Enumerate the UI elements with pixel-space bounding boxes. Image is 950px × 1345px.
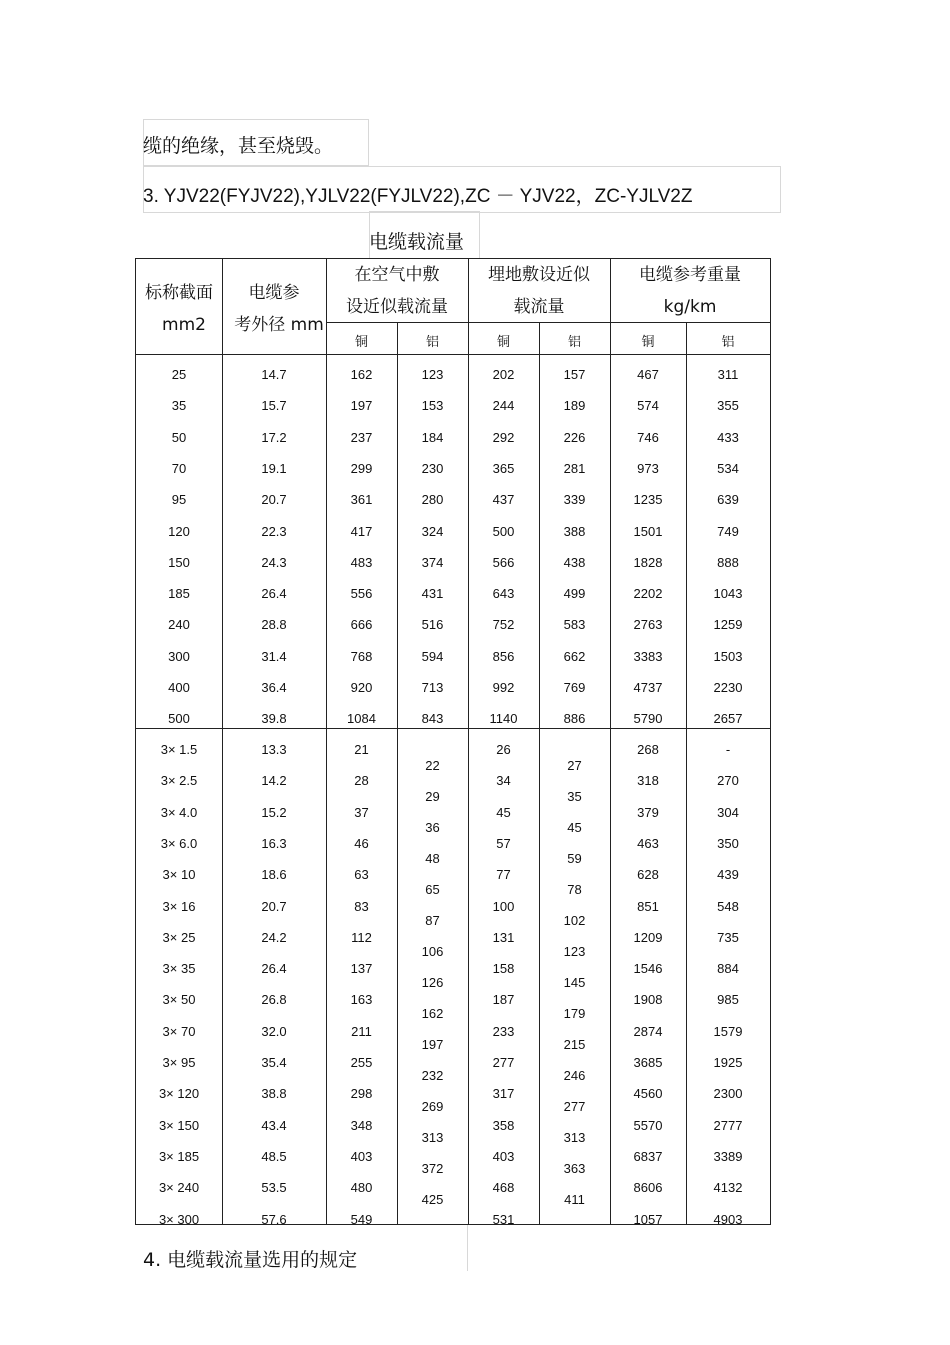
table-cell: 884 [717,961,739,977]
table-cell: 63 [354,867,369,883]
table-cell: 83 [354,898,369,914]
table-cell: 3× 25 [162,929,196,945]
table-cell: 2300 [713,1086,743,1102]
table-cell: 78 [567,882,582,897]
table-cell: 363 [563,1161,586,1176]
table-cell: 3685 [633,1055,663,1070]
table-cell: 280 [421,492,444,508]
table-cell: 583 [563,617,586,633]
table-cell: 1546 [633,961,663,977]
table-cell: 2657 [713,711,743,727]
table-cell: 749 [717,523,739,539]
table-cell: 131 [492,929,515,945]
table-cell: 137 [350,961,373,977]
table-cell: 65 [425,882,440,897]
table-cell: 3× 2.5 [160,773,198,789]
table-cell: 3× 10 [162,867,196,883]
table-cell: 4132 [713,1180,743,1196]
table-cell: 324 [421,523,444,539]
table-cell: 3× 185 [158,1148,200,1164]
table-cell: 920 [350,680,373,695]
header-weight-line2: kg/km [663,297,717,317]
table-cell: 26.8 [261,992,287,1008]
table-cell: 163 [350,992,373,1008]
table-cell: 277 [563,1099,586,1114]
table-cell: 240 [168,617,190,633]
table-cell: 22 [425,758,440,773]
table-cell: 157 [563,367,586,382]
table-cell: 14.2 [261,773,287,789]
table-cell: 45 [496,804,511,820]
table-cell: 746 [637,429,659,445]
table-cell: 16.3 [261,835,287,851]
table-cell: 36 [425,820,440,835]
header-diameter-line2: 考外径 mm [234,315,324,335]
table-cell: 1579 [713,1023,743,1039]
subheader-weight-aluminum: 铝 [721,335,735,350]
table-cell: 126 [421,975,444,990]
table-cell: 185 [168,586,190,602]
table-cell: 3× 50 [162,992,196,1008]
section-heading-3: 3. YJV22(FYJV22),YJLV22(FYJLV22),ZC － YJV22，ZC-YJLV2Z [143,186,693,207]
table-cell: 15.2 [261,804,287,820]
table-cell: 1235 [633,492,663,508]
table-cell: 244 [492,398,515,414]
table-cell: 548 [717,898,739,914]
table-cell: 973 [637,460,659,476]
table-cell: 1084 [347,711,376,727]
intro-text: 缆的绝缘，甚至烧毁。 [143,135,334,157]
table-cell: 768 [350,648,373,664]
table-cell: 226 [563,429,586,445]
table-cell: 14.7 [261,367,287,382]
table-cell: 189 [563,398,586,414]
table-cell: 6837 [633,1148,663,1164]
table-cell: 358 [492,1117,515,1133]
table-cell: 3× 16 [162,898,196,914]
table-cell: 417 [350,523,373,539]
table-cell: 888 [717,554,739,570]
table-cell: 162 [421,1006,444,1021]
table-cell: 388 [563,523,586,539]
table-cell: 403 [492,1148,515,1164]
table-cell: 1925 [713,1055,743,1070]
table-cell: 77 [496,867,511,883]
table-cell: 70 [171,460,187,476]
table-cell: 59 [567,851,582,866]
table-cell: 752 [492,617,515,633]
ampacity-table [135,258,771,1225]
table-cell: 992 [492,680,515,695]
table-cell: 270 [717,773,739,789]
table-cell: 87 [425,913,440,928]
table-cell: 39.8 [261,711,287,727]
table-cell: 1828 [633,554,663,570]
table-cell: 38.8 [261,1086,287,1102]
table-cell: 299 [350,460,373,476]
table-cell: 549 [350,1211,373,1227]
table-cell: 313 [421,1130,444,1145]
table-cell: 197 [350,398,373,414]
table-cell: 35.4 [261,1055,287,1070]
table-cell: 277 [492,1055,515,1070]
subheader-air-aluminum: 铝 [425,335,439,350]
table-cell: 4903 [713,1211,743,1227]
header-air-line1: 在空气中敷 [354,265,440,285]
table-cell: 318 [637,773,659,789]
table-cell: 467 [637,367,659,382]
table-cell: 211 [351,1023,372,1039]
table-cell: 32.0 [261,1023,287,1039]
table-cell: 53.5 [261,1180,287,1196]
table-cell: 769 [563,680,586,695]
table-cell: 112 [351,929,372,945]
table-cell: 162 [350,367,373,382]
table-cell: 1908 [633,992,663,1008]
table-cell: 27 [567,758,582,773]
table-cell: 158 [492,961,515,977]
table-cell: 534 [717,460,739,476]
table-cell: 20.7 [261,898,287,914]
header-weight-line1: 电缆参考重量 [639,265,741,285]
table-cell: 500 [492,523,515,539]
table-cell: 1259 [713,617,743,633]
table-cell: 313 [563,1130,586,1145]
table-cell: 379 [637,804,659,820]
table-cell: 843 [421,711,444,727]
header-ground-line2: 载流量 [513,297,565,317]
table-cell: 3× 1.5 [160,742,198,757]
table-cell: 735 [717,929,739,945]
table-cell: 197 [421,1037,444,1052]
table-cell: 95 [171,492,187,508]
table-cell: 36.4 [261,680,287,695]
table-cell: 8606 [633,1180,663,1196]
table-cell: 556 [350,586,373,602]
table-cell: 255 [350,1055,373,1070]
table-cell: 18.6 [261,867,287,883]
table-cell: 179 [563,1006,586,1021]
table-cell: 403 [350,1148,373,1164]
subheader-weight-copper: 铜 [641,335,655,350]
table-cell: 643 [492,586,515,602]
table-cell: 350 [717,835,739,851]
table-cell: 106 [421,944,444,959]
table-cell: 24.2 [261,929,287,945]
table-cell: 372 [421,1161,444,1176]
table-cell: 48.5 [261,1148,287,1164]
table-cell: 233 [492,1023,515,1039]
header-ground-line1: 埋地敷设近似 [488,265,590,285]
table-cell: 3× 150 [158,1117,200,1133]
table-cell: 232 [421,1068,444,1083]
table-cell: 3× 95 [162,1055,196,1070]
table-cell: 886 [563,711,586,727]
table-cell: 215 [563,1037,586,1052]
table-cell: 45 [567,820,582,835]
table-cell: 431 [421,586,444,602]
table-cell: 43.4 [261,1117,287,1133]
table-cell: 628 [637,867,659,883]
table-cell: 3× 300 [158,1211,200,1227]
table-cell: 2763 [633,617,663,633]
table-cell: 304 [717,804,739,820]
header-diameter-line1: 电缆参 [248,283,300,303]
table-cell: 463 [637,835,659,851]
table-cell: 34 [496,773,511,789]
subheader-ground-aluminum: 铝 [567,335,581,350]
table-cell: 500 [168,711,190,727]
table-cell: 15.7 [261,398,287,414]
table-cell: 46 [354,835,369,851]
table-cell: 4560 [633,1086,663,1102]
table-cell: 37 [354,804,369,820]
table-cell: 300 [168,648,190,664]
table-cell: 268 [637,742,659,757]
table-cell: 26 [496,742,511,757]
table-cell: 2230 [713,680,743,695]
table-cell: 5570 [633,1117,663,1133]
section-heading-4: 4. 电缆载流量选用的规定 [143,1249,358,1271]
table-cell: 851 [637,898,659,914]
table-cell: 1503 [713,648,743,664]
table-cell: 3× 120 [158,1086,200,1102]
table-cell: 187 [492,992,515,1008]
table-cell: 339 [563,492,586,508]
table-cell: 145 [563,975,586,990]
table-cell: 1043 [713,586,743,602]
table-cell: 153 [421,398,444,414]
table-cell: 639 [717,492,739,508]
table-cell: - [725,742,731,757]
table-cell: 3× 6.0 [160,835,198,851]
table-cell: 120 [168,523,190,539]
table-cell: 713 [421,680,444,695]
table-cell: 24.3 [261,554,287,570]
table-cell: 28.8 [261,617,287,633]
table-cell: 468 [492,1180,515,1196]
table-cell: 28 [354,773,369,789]
table-cell: 19.1 [261,460,287,476]
table-cell: 35 [567,789,582,804]
table-cell: 21 [354,742,369,757]
table-cell: 311 [717,367,739,382]
table-cell: 123 [563,944,586,959]
subheader-ground-copper: 铜 [496,335,510,350]
table-cell: 5790 [633,711,663,727]
table-cell: 361 [350,492,373,508]
table-cell: 3× 240 [158,1180,200,1196]
table-cell: 17.2 [261,429,287,445]
table-cell: 22.3 [261,523,287,539]
table-cell: 57 [496,835,511,851]
table-cell: 230 [421,460,444,476]
table-cell: 29 [425,789,440,804]
table-cell: 438 [563,554,586,570]
table-cell: 202 [492,367,515,382]
header-section-line1: 标称截面 [145,283,213,303]
table-cell: 411 [564,1192,585,1207]
table-cell: 246 [563,1068,586,1083]
table-cell: 269 [421,1099,444,1114]
table-cell: 400 [168,680,190,695]
table-cell: 50 [171,429,187,445]
table-cell: 25 [171,367,187,382]
table-cell: 3× 35 [162,961,196,977]
table-cell: 566 [492,554,515,570]
table-cell: 437 [492,492,515,508]
table-cell: 102 [563,913,586,928]
header-air-line2: 设近似载流量 [346,297,448,317]
table-cell: 574 [637,398,659,414]
table-cell: 3× 4.0 [160,804,198,820]
table-cell: 3× 70 [162,1023,196,1039]
table-cell: 31.4 [261,648,287,664]
table-cell: 20.7 [261,492,287,508]
table-cell: 480 [350,1180,373,1196]
table-cell: 531 [492,1211,515,1227]
table-cell: 666 [350,617,373,633]
table-cell: 483 [350,554,373,570]
table-cell: 237 [350,429,373,445]
table-cell: 1057 [633,1211,663,1227]
table-cell: 281 [563,460,586,476]
table-cell: 13.3 [261,742,287,757]
table-cell: 374 [421,554,444,570]
table-cell: 662 [563,648,586,664]
text-fragment-box [467,1225,468,1271]
table-cell: 26.4 [261,961,287,977]
table-cell: 35 [171,398,187,414]
table-cell: 499 [563,586,586,602]
table-cell: 298 [350,1086,373,1102]
table-cell: 1501 [633,523,663,539]
table-cell: 123 [421,367,444,382]
table-cell: 150 [168,554,190,570]
table-cell: 365 [492,460,515,476]
table-cell: 516 [421,617,444,633]
table-cell: 184 [421,429,444,445]
table-cell: 57.6 [261,1211,287,1227]
table-cell: 348 [350,1117,373,1133]
table-cell: 2202 [633,586,663,602]
table-cell: 1140 [489,711,518,727]
table-cell: 594 [421,648,444,664]
table-cell: 439 [717,867,739,883]
header-section-unit: mm2 [162,315,206,335]
table-cell: 425 [421,1192,444,1207]
table-cell: 2874 [633,1023,663,1039]
table-title: 电缆载流量 [369,231,465,253]
table-cell: 3383 [633,648,663,664]
table-cell: 317 [492,1086,515,1102]
table-cell: 856 [492,648,515,664]
subheader-air-copper: 铜 [354,335,368,350]
table-cell: 2777 [713,1117,743,1133]
table-cell: 1209 [633,929,663,945]
table-cell: 100 [492,898,515,914]
table-cell: 433 [717,429,739,445]
table-cell: 3389 [713,1148,743,1164]
table-cell: 292 [492,429,515,445]
table-cell: 355 [717,398,739,414]
table-cell: 4737 [633,680,663,695]
table-cell: 48 [425,851,440,866]
table-cell: 985 [717,992,739,1008]
table-cell: 26.4 [261,586,287,602]
